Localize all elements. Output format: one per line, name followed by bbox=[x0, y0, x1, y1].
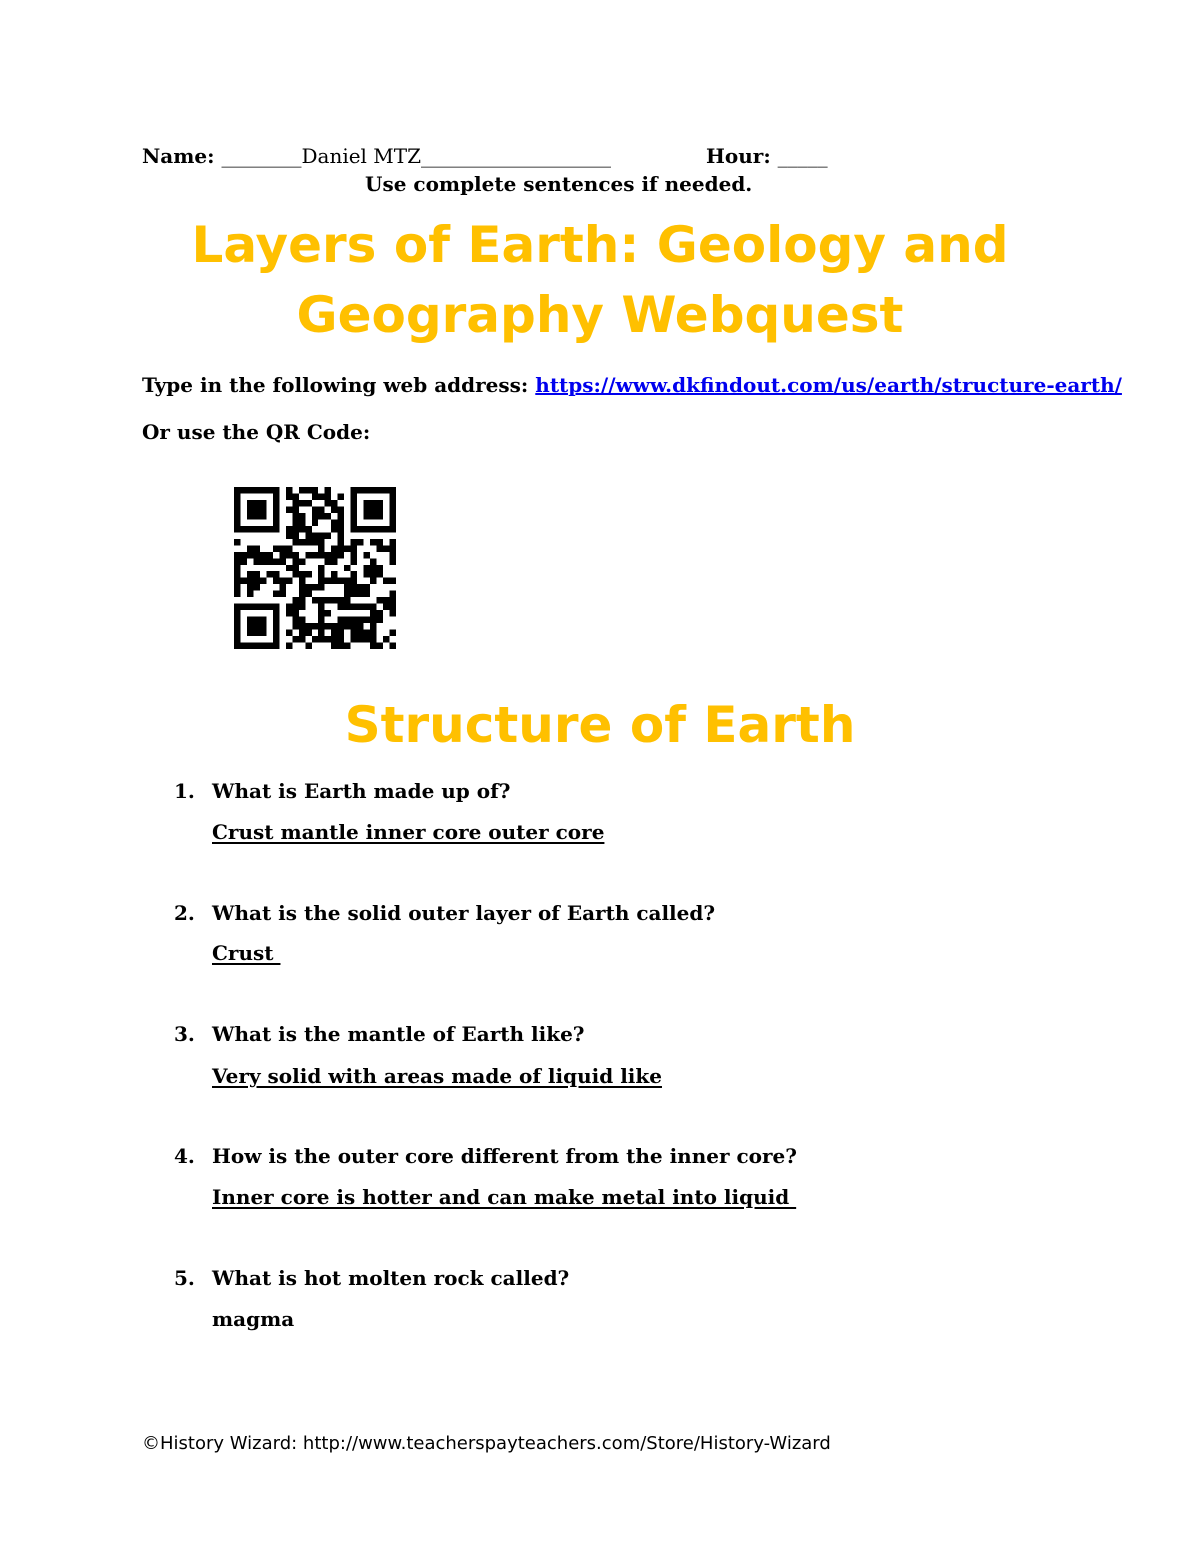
name-blank-before: ________ bbox=[221, 144, 302, 168]
name-blank-after: ___________________ bbox=[421, 144, 612, 168]
title-line-2: Geography Webquest bbox=[296, 286, 904, 344]
question-text: What is the mantle of Earth like? bbox=[212, 1022, 585, 1046]
answer-text: Crust bbox=[212, 941, 281, 965]
hour-line bbox=[706, 144, 828, 168]
question-number: 5. bbox=[174, 1266, 195, 1290]
title-line-1: Layers of Earth: Geology and bbox=[191, 216, 1009, 274]
answer-text: Crust mantle inner core outer core bbox=[212, 820, 605, 844]
question-number: 4. bbox=[174, 1144, 195, 1168]
answer-text: Very solid with areas made of liquid like bbox=[212, 1064, 662, 1088]
question-number: 3. bbox=[174, 1022, 195, 1046]
name-label: Name: bbox=[142, 144, 215, 168]
hour-label: Hour: bbox=[706, 144, 771, 168]
qr-code-image bbox=[234, 487, 396, 649]
instruction: Use complete sentences if needed. bbox=[365, 172, 753, 196]
structure-earth-link[interactable]: https://www.dkfindout.com/us/earth/structure-earth/ bbox=[535, 373, 1122, 397]
question-text: What is Earth made up of? bbox=[212, 779, 511, 803]
question-text: What is the solid outer layer of Earth called? bbox=[212, 901, 716, 925]
question-text: What is hot molten rock called? bbox=[212, 1266, 570, 1290]
section-title: Structure of Earth bbox=[344, 696, 856, 754]
question-number: 2. bbox=[174, 901, 195, 925]
web-prompt: Type in the following web address: bbox=[142, 373, 529, 397]
name-line bbox=[142, 144, 611, 168]
answer-text: Inner core is hotter and can make metal into liquid bbox=[212, 1185, 797, 1209]
answer-text: magma bbox=[212, 1307, 295, 1331]
footer-copyright: ©History Wizard: http://www.teacherspayteachers.com/Store/History-Wizard bbox=[142, 1433, 831, 1454]
page-title bbox=[100, 210, 1100, 350]
hour-blank: _____ bbox=[777, 144, 828, 168]
qr-prompt: Or use the QR Code: bbox=[142, 420, 371, 444]
web-address-line bbox=[142, 373, 1122, 397]
question-number: 1. bbox=[174, 779, 195, 803]
name-value: Daniel MTZ bbox=[301, 144, 422, 168]
question-text: How is the outer core different from the inner core? bbox=[212, 1144, 797, 1168]
